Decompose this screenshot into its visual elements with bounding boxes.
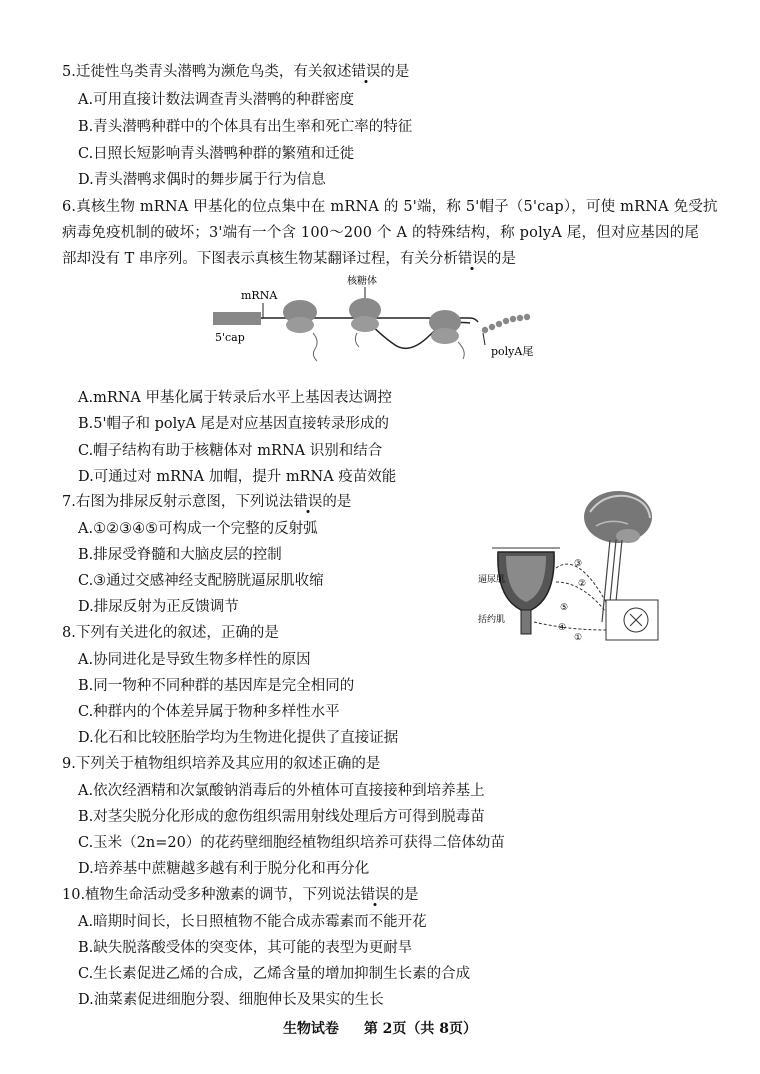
detrusor-label: 逼尿肌 <box>478 575 506 585</box>
q9-option-d: D.培养基中蔗糖越多越有利于脱分化和再分化 <box>78 861 370 877</box>
q7-stem: 7.右图为排尿反射示意图，下列说法错误的是 <box>62 494 352 510</box>
q6-option-c: C.帽子结构有助于核糖体对 mRNA 识别和结合 <box>78 443 383 459</box>
ribosome-small-subunit <box>286 317 314 333</box>
cap-box <box>213 312 261 325</box>
q7-option-d: D.排尿反射为正反馈调节 <box>78 599 239 615</box>
q7-option-a: A.①②③④⑤可构成一个完整的反射弧 <box>78 521 318 537</box>
q6-option-d: D.可通过对 mRNA 加帽，提升 mRNA 疫苗效能 <box>78 469 397 485</box>
translation-diagram <box>205 275 565 370</box>
marker-5: ⑤ <box>560 603 569 613</box>
urination-reflex-diagram <box>478 482 678 652</box>
ribosome-small-subunit <box>431 328 459 344</box>
marker-4: ④ <box>558 623 567 633</box>
ribosome-small-subunit <box>351 316 379 332</box>
q10-option-a: A.暗期时间长，长日照植物不能合成赤霉素而不能开花 <box>78 914 427 930</box>
q6-stem-line1: 6.真核生物 mRNA 甲基化的位点集中在 mRNA 的 5'端，称 5'帽子（5'cap），可使 mRNA 免受抗 <box>62 199 718 215</box>
q7-option-c: C.③通过交感神经支配膀胱逼尿肌收缩 <box>78 573 324 589</box>
q10-option-d: D.油菜素促进细胞分裂、细胞伸长及果实的生长 <box>78 992 384 1008</box>
q9-option-b: B.对茎尖脱分化形成的愈伤组织需用射线处理后方可得到脱毒苗 <box>78 809 485 825</box>
nerve-path <box>534 622 606 630</box>
q8-option-b: B.同一物种不同种群的基因库是完全相同的 <box>78 678 355 694</box>
spinal-cord-section <box>606 600 658 640</box>
q5-stem: 5.迁徙性鸟类青头潜鸭为濒危鸟类，有关叙述错误的是 <box>62 64 410 80</box>
q5-option-a: A.可用直接计数法调查青头潜鸭的种群密度 <box>78 92 355 108</box>
urethra <box>521 610 531 634</box>
marker-2: ② <box>578 579 587 589</box>
q5-option-b: B.青头潜鸭种群中的个体具有出生率和死亡率的特征 <box>78 119 413 135</box>
q5-option-d: D.青头潜鸭求偶时的舞步属于行为信息 <box>78 172 326 188</box>
sphincter-label: 括约肌 <box>478 615 506 625</box>
q10-option-c: C.生长素促进乙烯的合成，乙烯含量的增加抑制生长素的合成 <box>78 966 471 982</box>
q6-option-a: A.mRNA 甲基化属于转录后水平上基因表达调控 <box>78 390 393 406</box>
q6-stem-line2: 病毒免疫机制的破坏；3'端有一个含 100～200 个 A 的特殊结构，称 polyA 尾，但对应基因的尾 <box>62 225 700 241</box>
marker-3: ③ <box>574 559 583 569</box>
mrna-label: mRNA <box>241 289 278 302</box>
cap-label: 5'cap <box>215 331 245 344</box>
marker-1: ① <box>574 633 583 643</box>
q10-stem: 10.植物生命活动受多种激素的调节，下列说法错误的是 <box>62 887 419 903</box>
peptide-chain <box>313 333 317 361</box>
q5-option-c: C.日照长短影响青头潜鸭种群的繁殖和迁徙 <box>78 146 355 162</box>
peptide-chain <box>458 342 464 359</box>
footer-subject: 生物试卷 <box>282 1021 339 1037</box>
q8-option-d: D.化石和比较胚胎学均为生物进化提供了直接证据 <box>78 730 399 746</box>
q10-option-b: B.缺失脱落酸受体的突变体，其可能的表型为更耐旱 <box>78 940 413 956</box>
page-footer <box>0 1018 760 1038</box>
q9-option-c: C.玉米（2n=20）的花药壁细胞经植物组织培养可获得二倍体幼苗 <box>78 835 505 851</box>
q8-option-a: A.协同进化是导致生物多样性的原因 <box>78 652 311 668</box>
q8-option-c: C.种群内的个体差异属于物种多样性水平 <box>78 704 340 720</box>
q7-option-b: B.排尿受脊髓和大脑皮层的控制 <box>78 547 282 563</box>
q9-stem: 9.下列关于植物组织培养及其应用的叙述正确的是 <box>62 756 381 772</box>
q8-stem: 8.下列有关进化的叙述，正确的是 <box>62 625 279 641</box>
peptide-chain <box>355 333 359 347</box>
polya-tail <box>482 314 530 333</box>
polya-label: polyA尾 <box>491 345 534 358</box>
footer-page: 第 2页（共 8页） <box>363 1021 478 1037</box>
q9-option-a: A.依次经酒精和次氯酸钠消毒后的外植体可直接接种到培养基上 <box>78 783 485 799</box>
q6-option-b: B.5'帽子和 polyA 尾是对应基因直接转录形成的 <box>78 416 390 432</box>
q6-stem-line3: 部却没有 T 串序列。下图表示真核生物某翻译过程，有关分析错误的是 <box>62 251 516 267</box>
ribosome-label: 核糖体 <box>347 276 377 287</box>
